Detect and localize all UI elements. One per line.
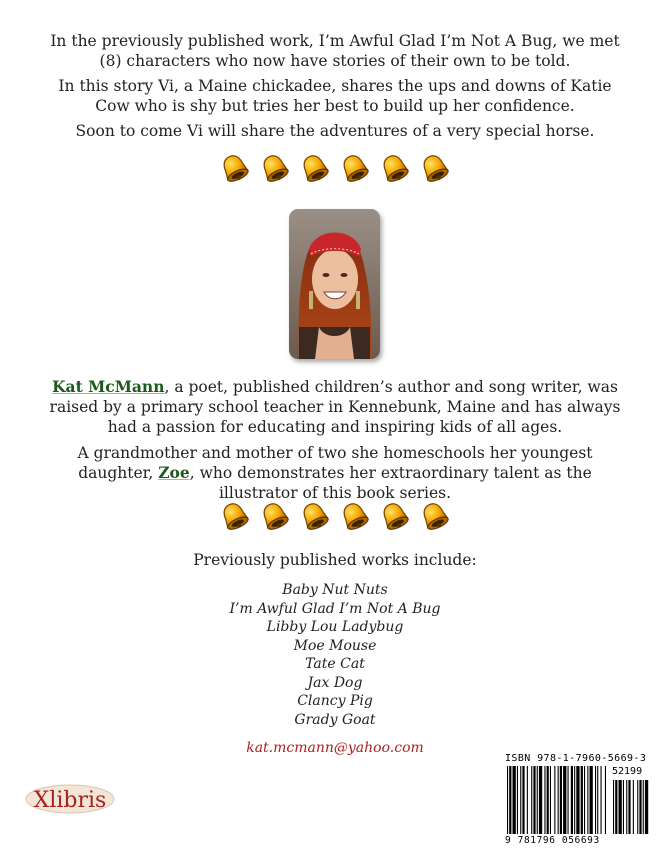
- bell-icon: [298, 500, 332, 534]
- author-name: Kat McMann: [52, 377, 165, 396]
- family-text-post: , who demonstrates her extraordinary talent as the illustrator of this book series.: [189, 464, 592, 502]
- xlibris-logo: [24, 781, 116, 815]
- isbn-label: ISBN 978-1-7960-5669-3: [505, 753, 647, 764]
- bell-row-top: [0, 152, 670, 186]
- author-bio-paragraph: [40, 377, 630, 437]
- list-item: Tate Cat: [305, 656, 365, 672]
- list-item: Baby Nut Nuts: [282, 582, 388, 598]
- bell-icon: [218, 500, 252, 534]
- daughter-name: Zoe: [158, 463, 190, 482]
- author-bio-text: , a poet, published children’s author and song writer, was raised by a primary school teacher in Kennebunk, Maine and has always had a passion for educating and inspiring kids of all ages.: [49, 378, 621, 436]
- list-item: Clancy Pig: [297, 693, 373, 709]
- author-email[interactable]: kat.mcmann@yahoo.com: [246, 740, 424, 756]
- bell-icon: [378, 152, 412, 186]
- bell-icon: [378, 500, 412, 534]
- list-item: Grady Goat: [294, 711, 376, 728]
- list-item: I’m Awful Glad I’m Not A Bug: [229, 600, 441, 617]
- intro-paragraph-3: Soon to come Vi will share the adventures of a very special horse.: [75, 122, 595, 140]
- bell-icon: [258, 500, 292, 534]
- intro-paragraph-2: In this story Vi, a Maine chickadee, shares the ups and downs of Katie Cow who is shy but tries her best to build up her confidence.: [58, 77, 612, 115]
- author-photo: [289, 209, 380, 359]
- intro-paragraph-1: In the previously published work, I’m Awful Glad I’m Not A Bug, we met (8) characters who now have stories of their own to be told.: [50, 32, 620, 70]
- bell-icon: [418, 152, 452, 186]
- bell-row-bottom: [0, 500, 670, 534]
- bell-icon: [338, 500, 372, 534]
- list-item: Libby Lou Ladybug: [266, 619, 404, 635]
- bell-icon: [418, 500, 452, 534]
- family-text-pre: A grandmother and mother of two she homeschools her youngest daughter,: [77, 444, 593, 482]
- bell-icon: [298, 152, 332, 186]
- works-list: [0, 581, 670, 729]
- barcode: [505, 766, 650, 846]
- publisher-name: Xlibris: [33, 788, 107, 813]
- bell-icon: [258, 152, 292, 186]
- list-item: Moe Mouse: [293, 637, 377, 654]
- author-family-paragraph: [40, 443, 630, 503]
- bell-icon: [338, 152, 372, 186]
- works-list-title: Previously published works include:: [193, 551, 477, 569]
- bell-icon: [218, 152, 252, 186]
- price-code: 52199: [612, 766, 643, 777]
- list-item: Jax Dog: [307, 674, 363, 691]
- barcode-number: 9 781796 056693: [505, 835, 600, 846]
